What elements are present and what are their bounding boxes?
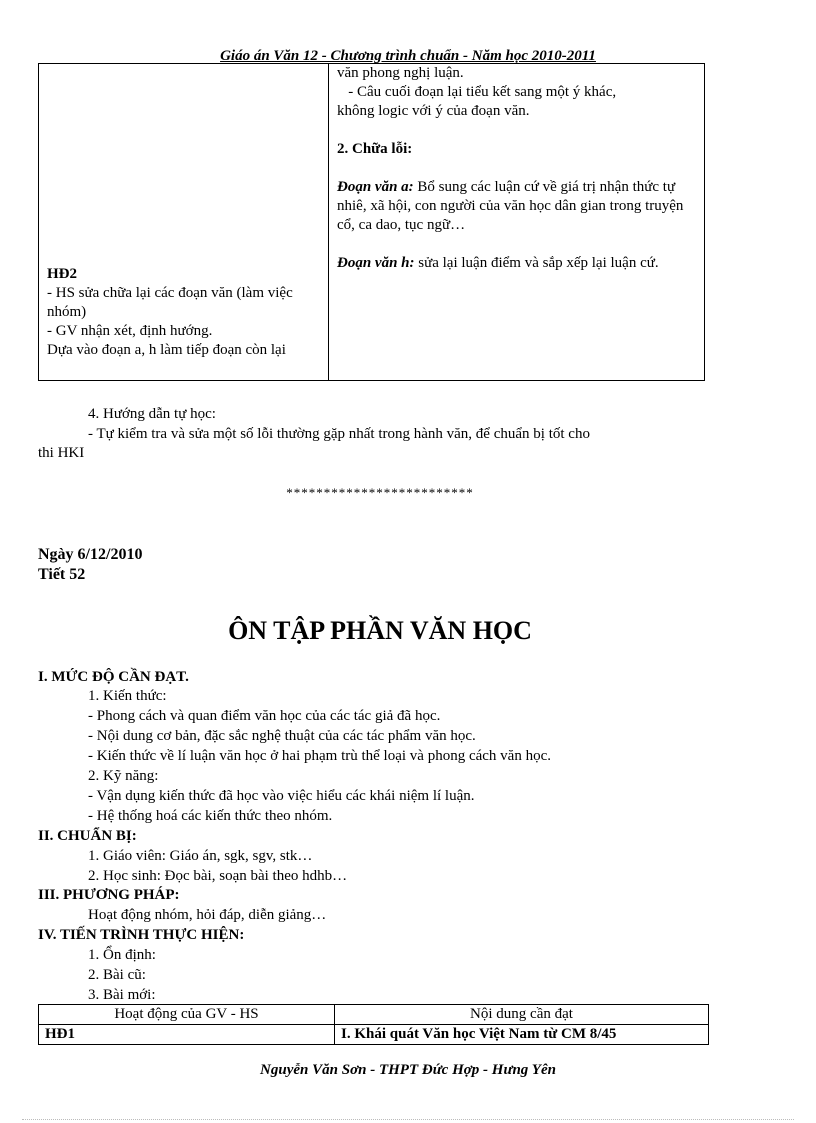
section-item: 2. Học sinh: Đọc bài, soạn bài theo hdhb… <box>88 868 348 884</box>
lesson-title: ÔN TẬP PHẦN VĂN HỌC <box>228 616 532 645</box>
activity-line: Dựa vào đoạn a, h làm tiếp đoạn còn lại <box>47 342 286 358</box>
page-footer: Nguyễn Văn Sơn - THPT Đức Hợp - Hưng Yên <box>260 1062 556 1078</box>
section-item: 3. Bài mới: <box>88 987 156 1003</box>
activity-line: - GV nhận xét, định hướng. <box>47 323 213 339</box>
section-item: - Nội dung cơ bản, đặc sắc nghệ thuật của các tác phẩm văn học. <box>88 728 476 744</box>
content-line: văn phong nghị luận. <box>337 65 464 81</box>
paragraph-a: Đoạn văn a: Bổ sung các luận cứ về giá trị nhận thức tự nhiê, xã hội, con người của văn học dân gian trong truyện cổ, ca dao, tục ngữ… <box>337 179 684 233</box>
activity-line: - HS sửa chữa lại các đoạn văn (làm việc nhóm) <box>47 285 293 320</box>
lesson-date: Ngày 6/12/2010 <box>38 546 143 563</box>
table-cell-content: I. Khái quát Văn học Việt Nam từ CM 8/45 <box>335 1025 709 1045</box>
page-header: Giáo án Văn 12 - Chương trình chuẩn - Năm học 2010-2011 <box>220 48 596 64</box>
paragraph-h: Đoạn văn h: sửa lại luận điểm và sắp xếp lại luận cứ. <box>337 255 659 271</box>
activity-cell <box>39 64 329 381</box>
section-item: 2. Bài cũ: <box>88 967 146 983</box>
table-cell-activity: HĐ1 <box>39 1025 335 1045</box>
section-item: 1. Kiến thức: <box>88 688 167 704</box>
section-item: 2. Kỹ năng: <box>88 768 159 784</box>
section-item: 1. Ổn định: <box>88 947 156 963</box>
content-heading: 2. Chữa lỗi: <box>337 141 413 157</box>
section-item: Hoạt động nhóm, hỏi đáp, diễn giảng… <box>88 907 327 923</box>
content-line: - Câu cuối đoạn lại tiểu kết sang một ý khác, <box>337 84 617 100</box>
section-heading: II. CHUẨN BỊ: <box>38 828 137 844</box>
section-item: - Hệ thống hoá các kiến thức theo nhóm. <box>88 808 333 824</box>
guide-heading: 4. Hướng dẫn tự học: <box>88 406 216 422</box>
separator-stars: ************************* <box>286 485 474 500</box>
content-cell <box>329 64 705 381</box>
guide-text: thi HKI <box>38 445 85 461</box>
lesson-table <box>38 1004 709 1045</box>
table-header-activity: Hoạt động của GV - HS <box>39 1005 335 1025</box>
activity-title: HĐ2 <box>47 266 77 282</box>
content-line: không logic với ý của đoạn văn. <box>337 103 530 119</box>
section-heading: III. PHƯƠNG PHÁP: <box>38 887 180 903</box>
table-header-content: Nội dung cần đạt <box>335 1005 709 1025</box>
section-item: - Phong cách và quan điểm văn học của các tác giả đã học. <box>88 708 441 724</box>
section-item: 1. Giáo viên: Giáo án, sgk, sgv, stk… <box>88 848 313 864</box>
section-item: - Vận dụng kiến thức đã học vào việc hiểu các khái niệm lí luận. <box>88 788 475 804</box>
guide-text: - Tự kiểm tra và sửa một số lỗi thường gặp nhất trong hành văn, để chuẩn bị tốt cho <box>88 426 590 442</box>
section-item: - Kiến thức về lí luận văn học ở hai phạm trù thể loại và phong cách văn học. <box>88 748 552 764</box>
lesson-number: Tiết 52 <box>38 566 86 583</box>
activity-table <box>38 63 705 381</box>
section-heading: I. MỨC ĐỘ CẦN ĐẠT. <box>38 669 189 685</box>
section-heading: IV. TIẾN TRÌNH THỰC HIỆN: <box>38 927 245 943</box>
page-divider <box>22 1119 794 1120</box>
